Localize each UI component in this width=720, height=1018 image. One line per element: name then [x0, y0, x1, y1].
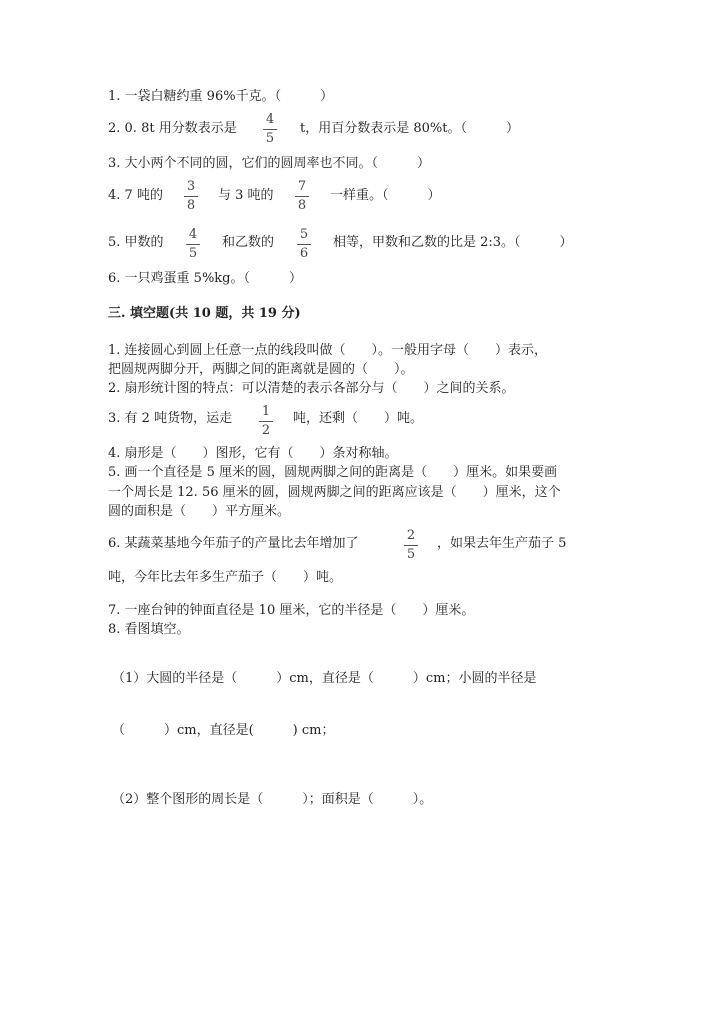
judge-question-2-fraction: [262, 113, 278, 146]
fill-question-6-fraction: [403, 529, 419, 562]
fraction-numerator: 3: [186, 179, 196, 194]
fill-question-8-part-1-line-1: （1）大圆的半径是（ ）cm，直径是（ ）cm；小圆的半径是: [112, 671, 537, 686]
fraction-numerator: 4: [188, 227, 198, 242]
judge-question-2-text-a: 2. 0. 8t 用分数表示是: [108, 121, 237, 136]
fraction-numerator: 7: [297, 179, 307, 194]
fill-question-8: 8. 看图填空。: [108, 622, 190, 637]
judge-question-5-text-a: 5. 甲数的: [108, 235, 164, 250]
judge-question-4-fraction-2: [294, 180, 310, 213]
judge-question-5-fraction-2: [296, 228, 312, 261]
fraction-denominator: 5: [406, 547, 416, 562]
judge-question-1: 1. 一袋白糖约重 96%千克。（ ）: [108, 89, 334, 104]
fill-question-1-line-2: 把圆规两脚分开，两脚之间的距离就是圆的（ ）。: [108, 362, 414, 377]
fill-question-1-line-1: 1. 连接圆心到圆上任意一点的线段叫做（ ）。一般用字母（ ）表示，: [108, 343, 548, 358]
judge-question-3: 3. 大小两个不同的圆，它们的圆周率也不同。（ ）: [108, 156, 431, 171]
judge-question-4-text-c: 一样重。（ ）: [330, 188, 441, 203]
fraction-denominator: 5: [188, 246, 198, 261]
fill-question-2: 2. 扇形统计图的特点：可以清楚的表示各部分与（ ）之间的关系。: [108, 381, 515, 396]
fill-question-6-line-2: 吨，今年比去年多生产茄子（ ）吨。: [108, 570, 343, 585]
judge-question-5-fraction-1: [185, 228, 201, 261]
judge-question-4-fraction-1: [183, 180, 199, 213]
judge-question-4-text-a: 4. 7 吨的: [108, 188, 163, 203]
fraction-bar: [186, 244, 200, 245]
fraction-denominator: 6: [299, 246, 309, 261]
fraction-bar: [404, 545, 418, 546]
fraction-bar: [184, 196, 198, 197]
fraction-denominator: 8: [186, 198, 196, 213]
fill-question-8-part-1-line-2: （ ）cm，直径是( ) cm；: [112, 723, 335, 738]
fill-question-5-line-1: 5. 画一个直径是 5 厘米的圆，圆规两脚之间的距离是（ ）厘米。如果要画: [108, 465, 558, 480]
fraction-numerator: 4: [265, 112, 275, 127]
judge-question-6: 6. 一只鸡蛋重 5%kg。（ ）: [108, 271, 302, 286]
judge-question-4-text-b: 与 3 吨的: [218, 188, 274, 203]
fraction-denominator: 5: [265, 131, 275, 146]
fraction-bar: [297, 244, 311, 245]
fill-question-4: 4. 扇形是（ ）图形，它有（ ）条对称轴。: [108, 446, 398, 461]
fraction-numerator: 1: [261, 404, 271, 419]
section-heading: 三. 填空题(共 10 题，共 19 分): [108, 306, 301, 321]
fraction-bar: [263, 129, 277, 130]
fill-question-3-fraction: [258, 405, 274, 438]
fraction-bar: [295, 196, 309, 197]
fraction-denominator: 8: [297, 198, 307, 213]
fraction-numerator: 5: [299, 227, 309, 242]
fill-question-3-text-b: 吨，还剩（ ）吨。: [293, 411, 424, 426]
judge-question-5-text-c: 相等，甲数和乙数的比是 2:3。（ ）: [333, 235, 573, 250]
fill-question-3-text-a: 3. 有 2 吨货物，运走: [108, 411, 233, 426]
fraction-denominator: 2: [261, 423, 271, 438]
judge-question-5-text-b: 和乙数的: [222, 235, 275, 250]
fill-question-8-part-2: （2）整个图形的周长是（ ）；面积是（ ）。: [112, 792, 433, 807]
fill-question-5-line-3: 圆的面积是（ ）平方厘米。: [108, 504, 291, 519]
judge-question-2-text-b: t，用百分数表示是 80%t。（ ）: [300, 121, 519, 136]
fill-question-5-line-2: 一个周长是 12. 56 厘米的圆，圆规两脚之间的距离应该是（ ）厘米，这个: [108, 485, 561, 500]
fill-question-6-text-b: ，如果去年生产茄子 5: [437, 536, 567, 551]
fill-question-6-text-a: 6. 某蔬菜基地今年茄子的产量比去年增加了: [108, 536, 359, 551]
fill-question-7: 7. 一座台钟的钟面直径是 10 厘米，它的半径是（ ）厘米。: [108, 603, 475, 618]
fraction-numerator: 2: [406, 528, 416, 543]
fraction-bar: [259, 421, 273, 422]
